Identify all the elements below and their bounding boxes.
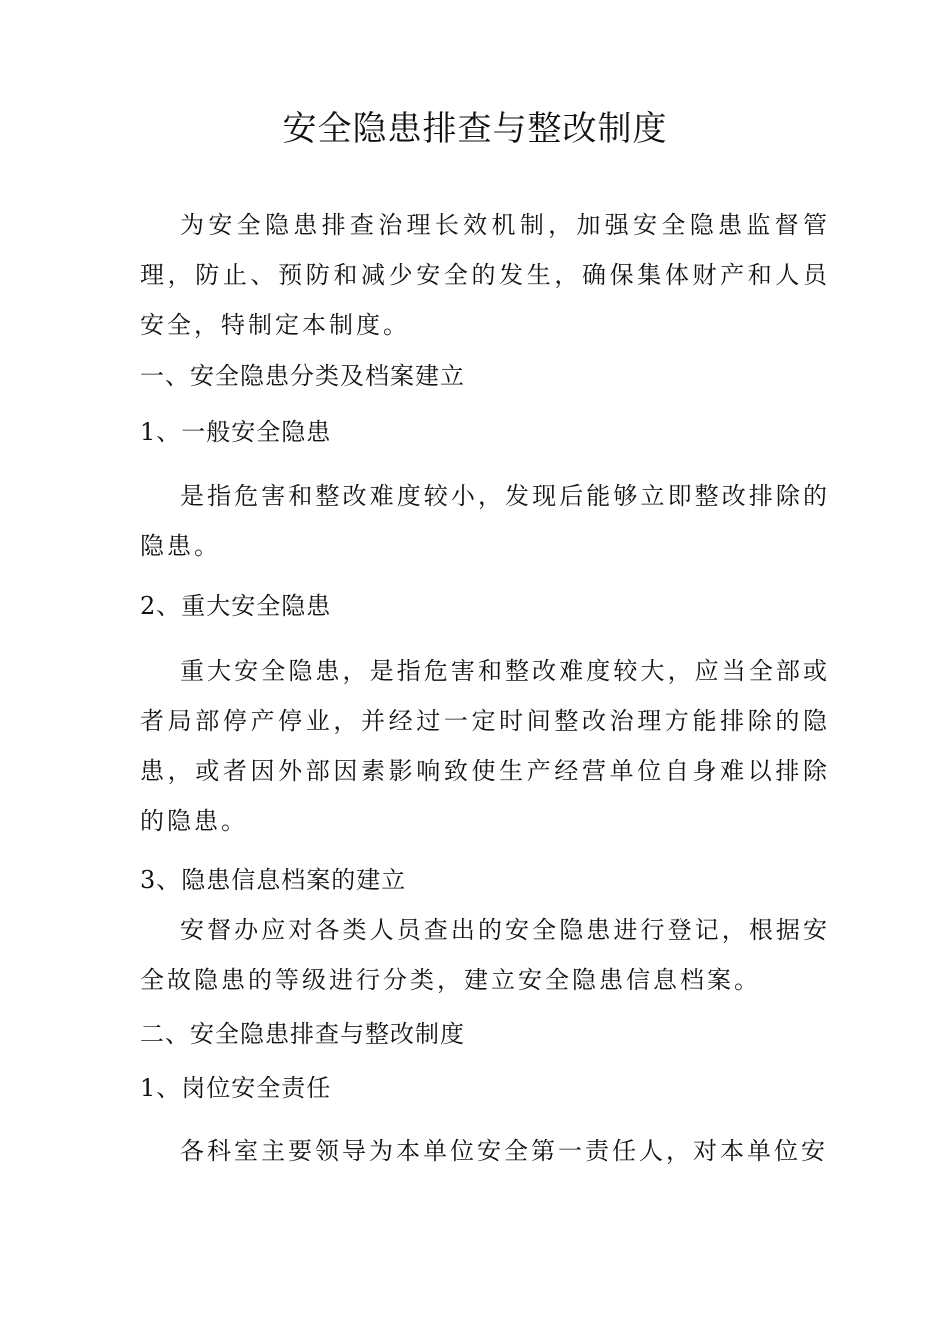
section2-item1-text: 各科室主要领导为本单位安全第一责任人，对本单位安 [180,1137,828,1165]
section1-item1-heading: 1、一般安全隐患 [140,418,332,446]
intro-paragraph: 为安全隐患排查治理长效机制，加强安全隐患监督管理，防止、预防和减少安全的发生，确保集体财产和人员安全，特制定本制度。 [140,211,830,339]
section1-item1-text: 是指危害和整改难度较小，发现后能够立即整改排除的隐患。 [140,482,830,560]
section1-item3-text: 安督办应对各类人员查出的安全隐患进行登记，根据安全故隐患的等级进行分类，建立安全隐患信息档案。 [140,916,830,994]
section1-item2-heading: 2、重大安全隐患 [140,592,332,620]
section1-item3-heading: 3、隐患信息档案的建立 [140,866,407,894]
section1-heading: 一、安全隐患分类及档案建立 [140,362,465,390]
document-title: 安全隐患排查与整改制度 [282,109,668,149]
section2-item1-heading: 1、岗位安全责任 [140,1074,332,1102]
section1-item2-text: 重大安全隐患，是指危害和整改难度较大，应当全部或者局部停产停业，并经过一定时间整改治理方能排除的隐患，或者因外部因素影响致使生产经营单位自身难以排除的隐患。 [140,657,830,835]
section2-heading: 二、安全隐患排查与整改制度 [140,1020,465,1048]
